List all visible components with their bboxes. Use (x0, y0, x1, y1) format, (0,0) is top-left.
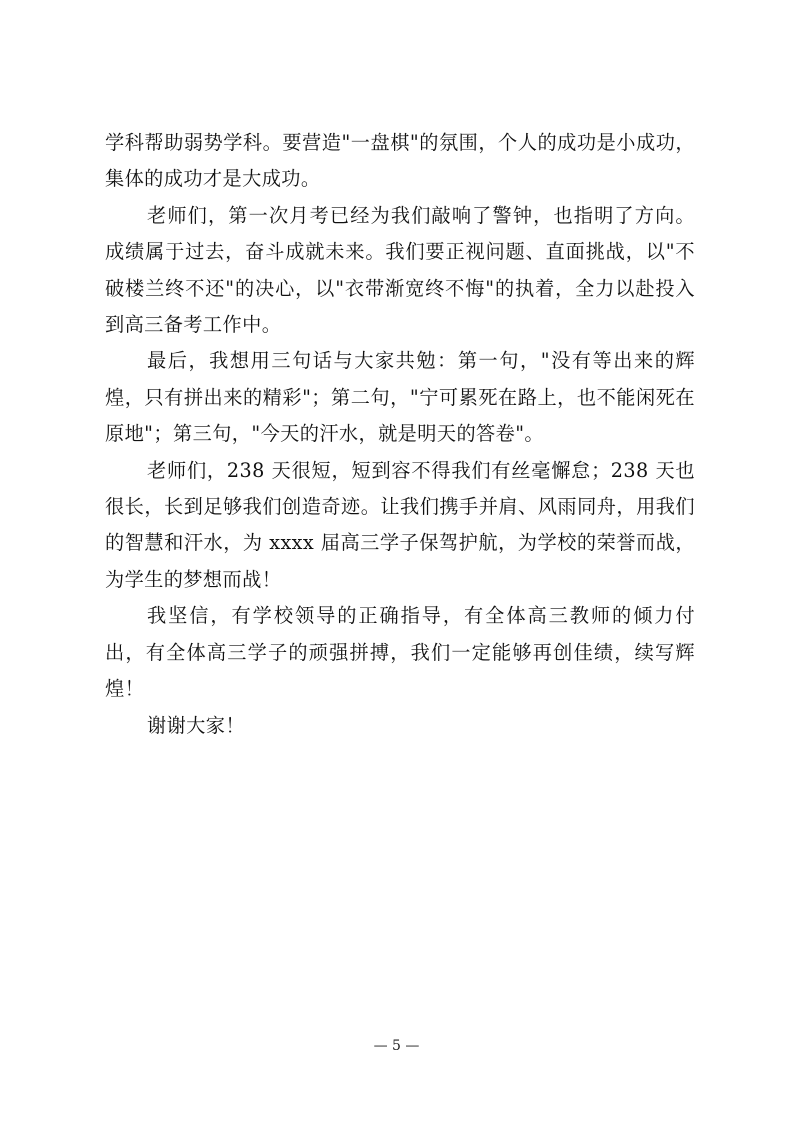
paragraph-3: 最后，我想用三句话与大家共勉：第一句，"没有等出来的辉煌，只有拼出来的精彩"；第二句，"宁可累死在路上，也不能闲死在原地"；第三句，"今天的汗水，就是明天的答卷"。 (105, 349, 695, 446)
document-body (105, 125, 695, 744)
paragraph-6: 谢谢大家！ (147, 713, 245, 737)
paragraph-2: 老师们，第一次月考已经为我们敲响了警钟，也指明了方向。成绩属于过去，奋斗成就未来。我们要正视问题、直面挑战，以"不破楼兰终不还"的决心，以"衣带渐宽终不悔"的执着，全力以赴投入到高三备考工作中。 (105, 203, 695, 337)
paragraph-5: 我坚信，有学校领导的正确指导，有全体高三教师的倾力付出，有全体高三学子的顽强拼搏，我们一定能够再创佳绩，续写辉煌！ (105, 604, 695, 701)
paragraph-1: 学科帮助弱势学科。要营造"一盘棋"的氛围，个人的成功是小成功，集体的成功才是大成功。 (105, 131, 695, 191)
paragraph-4: 老师们，238 天很短，短到容不得我们有丝毫懈怠；238 天也很长，长到足够我们创造奇迹。让我们携手并肩、风雨同舟，用我们的智慧和汗水，为 xxxx 届高三学子保驾护航，为学校的荣誉而战，为学生的梦想而战！ (105, 458, 695, 591)
page-number: — 5 — (373, 1038, 420, 1054)
